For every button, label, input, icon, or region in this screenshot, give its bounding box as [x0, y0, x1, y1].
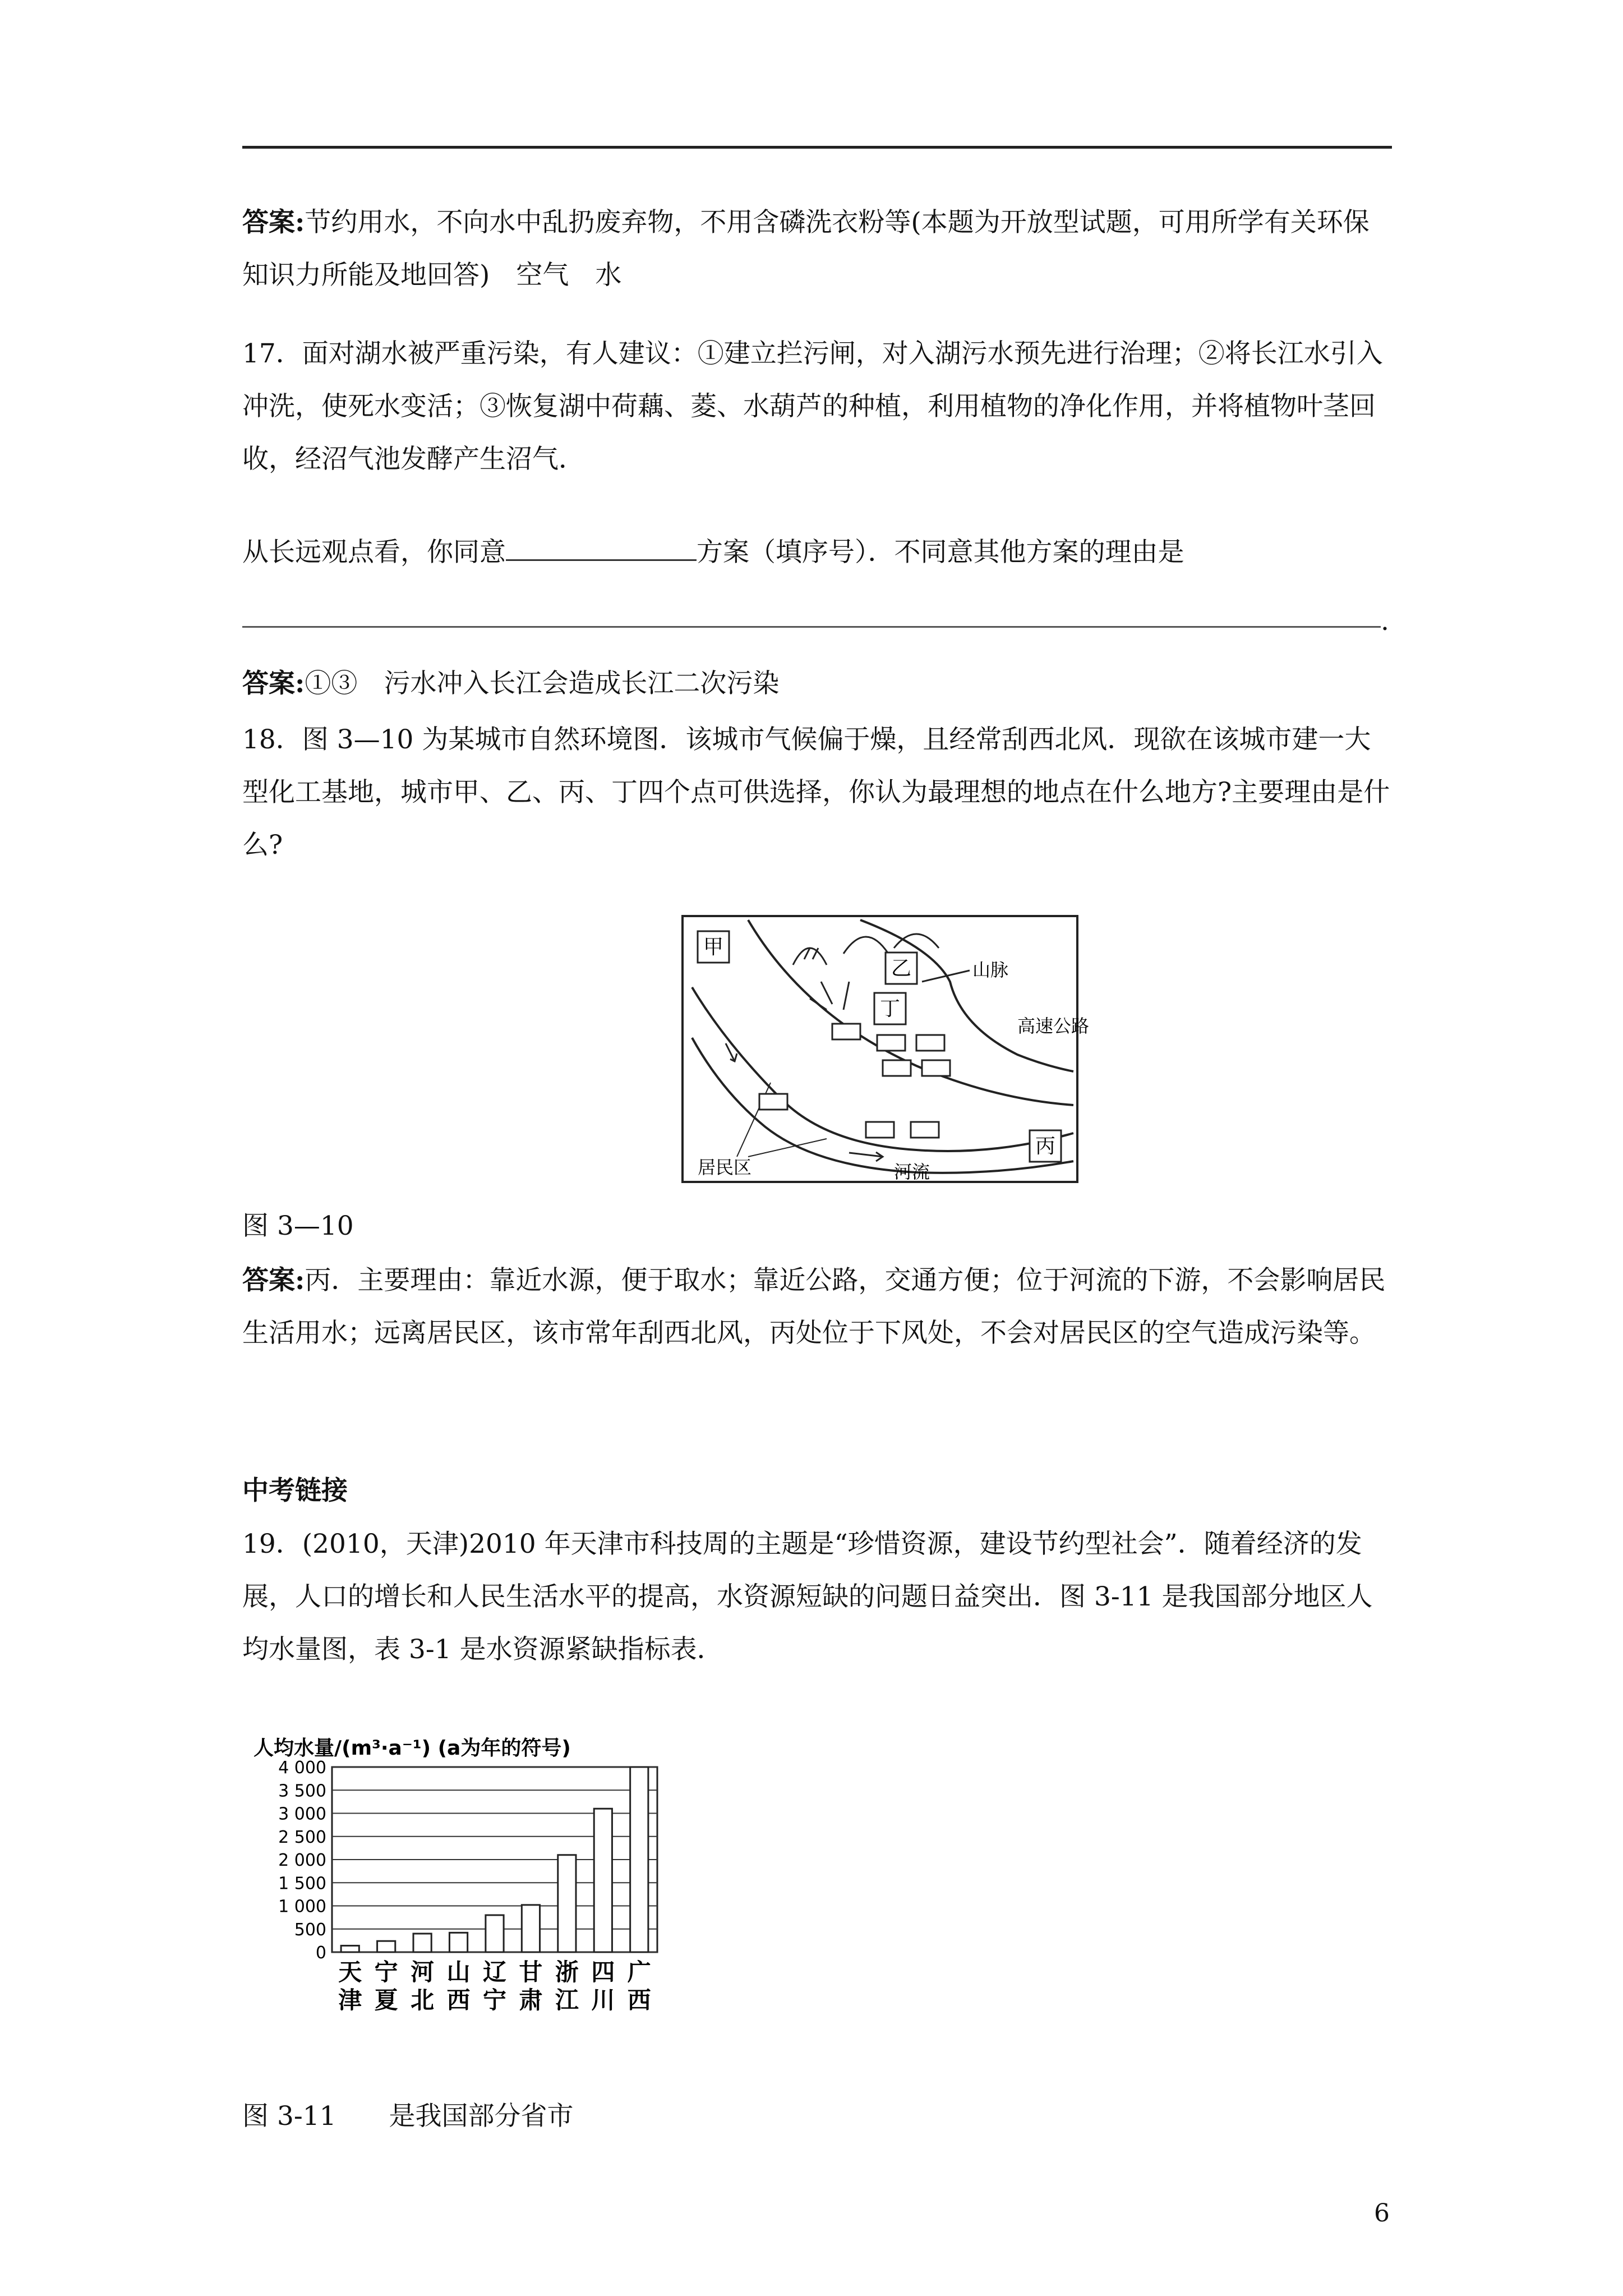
y-tick-label: 1 000 [278, 1897, 326, 1917]
answer-text: ①③ 污水冲入长江会造成长江二次污染 [305, 668, 780, 699]
y-tick-label: 1 500 [278, 1874, 326, 1894]
bar-宁夏 [377, 1941, 395, 1952]
prompt-part1: 从长远观点看，你同意 [242, 537, 506, 568]
bar-河北 [413, 1934, 431, 1952]
x-label-广西: 广 [627, 1958, 651, 1986]
site-yi: 乙 [891, 957, 912, 980]
y-tick-label: 0 [315, 1943, 326, 1963]
answer-line[interactable] [242, 626, 1381, 628]
city-map-figure [681, 914, 1090, 1184]
label-mountain: 山脉 [972, 959, 1009, 981]
figure-3-10-caption: 图 3—10 [242, 1211, 354, 1241]
x-label-天津: 津 [338, 1986, 362, 2014]
chart-title: 人均水量/(m³·a⁻¹) (a为年的符号) [253, 1737, 571, 1760]
question-17: 17．面对湖水被严重污染，有人建议：①建立拦污闸，对入湖污水预先进行治理；②将长江水引入冲洗，使死水变活；③恢复湖中荷藕、菱、水葫芦的种植，利用植物的净化作用，并将植物叶茎回收，经沼气池发酵产生沼气． [242, 338, 1383, 475]
answer-text: 丙．主要理由：靠近水源，便于取水；靠近公路，交通方便；位于河流的下游，不会影响居民生活用水；远离居民区，该市常年刮西北风，丙处位于下风处，不会对居民区的空气造成污染等。 [242, 1265, 1386, 1349]
x-label-天津: 天 [338, 1958, 362, 1986]
site-jia: 甲 [703, 936, 724, 959]
answer-label: 答案: [242, 668, 305, 699]
line-end-period: . [1381, 606, 1389, 637]
label-river: 河流 [894, 1161, 930, 1182]
water-per-capita-chart [242, 1728, 668, 2042]
x-label-甘肃: 肃 [519, 1986, 543, 2014]
x-label-甘肃: 甘 [519, 1958, 543, 1986]
x-label-辽宁: 辽 [482, 1958, 507, 1986]
section-heading: 中考链接 [242, 1475, 348, 1506]
x-label-宁夏: 夏 [374, 1986, 398, 2014]
bar-浙江 [558, 1855, 576, 1952]
answer-17 [242, 657, 1392, 710]
bar-甘肃 [522, 1905, 540, 1952]
x-label-四川: 川 [591, 1986, 615, 2014]
x-label-浙江: 江 [555, 1986, 579, 2014]
site-ding: 丁 [879, 997, 901, 1020]
figure-3-11-caption: 图 3-11 是我国部分省市 [242, 2101, 574, 2132]
question-19: 19．(2010，天津)2010 年天津市科技周的主题是“珍惜资源，建设节约型社会”．随着经济的发展，人口的增长和人民生活水平的提高，水资源短缺的问题日益突出．图 3-11 是我国部分地区人均水量图，表 3-1 是水资源紧缺指标表． [242, 1529, 1373, 1665]
answer-18 [242, 1254, 1392, 1360]
question-17-prompt [242, 526, 1392, 579]
x-label-河北: 河 [411, 1958, 435, 1986]
bar-山西 [449, 1932, 467, 1952]
x-label-广西: 西 [627, 1986, 651, 2014]
question-18: 18．图 3—10 为某城市自然环境图．该城市气候偏于燥，且经常刮西北风．现欲在该城市建一大型化工基地，城市甲、乙、丙、丁四个点可供选择，你认为最理想的地点在什么地方?主要理由是什么? [242, 724, 1390, 861]
x-label-辽宁: 宁 [482, 1986, 507, 2014]
y-tick-label: 3 500 [278, 1781, 326, 1801]
bar-四川 [594, 1809, 612, 1952]
y-tick-label: 2 000 [278, 1851, 326, 1870]
answer-text: 节约用水，不向水中乱扔废弃物，不用含磷洗衣粉等(本题为开放型试题，可用所学有关环保知识力所能及地回答) 空气 水 [242, 207, 1370, 291]
site-bing: 丙 [1035, 1135, 1056, 1158]
answer-label: 答案: [242, 1265, 305, 1296]
answer-16 [242, 196, 1392, 302]
x-label-四川: 四 [591, 1958, 615, 1986]
label-highway: 高速公路 [1017, 1015, 1090, 1037]
bar-广西 [630, 1767, 648, 1952]
x-label-山西: 西 [446, 1986, 471, 2014]
x-label-宁夏: 宁 [374, 1958, 398, 1986]
x-label-浙江: 浙 [555, 1958, 579, 1986]
y-tick-label: 4 000 [278, 1758, 326, 1778]
label-residential: 居民区 [698, 1157, 752, 1178]
header-rule [242, 146, 1392, 149]
x-label-山西: 山 [446, 1958, 471, 1986]
x-label-河北: 北 [411, 1986, 435, 2014]
answer-label: 答案: [242, 207, 305, 238]
page-number: 6 [1374, 2199, 1390, 2228]
bar-天津 [341, 1945, 359, 1952]
prompt-part2: 方案（填序号）．不同意其他方案的理由是 [697, 537, 1184, 568]
y-tick-label: 2 500 [278, 1827, 326, 1847]
y-tick-label: 500 [294, 1920, 326, 1940]
answer-blank[interactable] [506, 537, 697, 561]
y-tick-label: 3 000 [278, 1804, 326, 1824]
bar-辽宁 [486, 1915, 504, 1952]
